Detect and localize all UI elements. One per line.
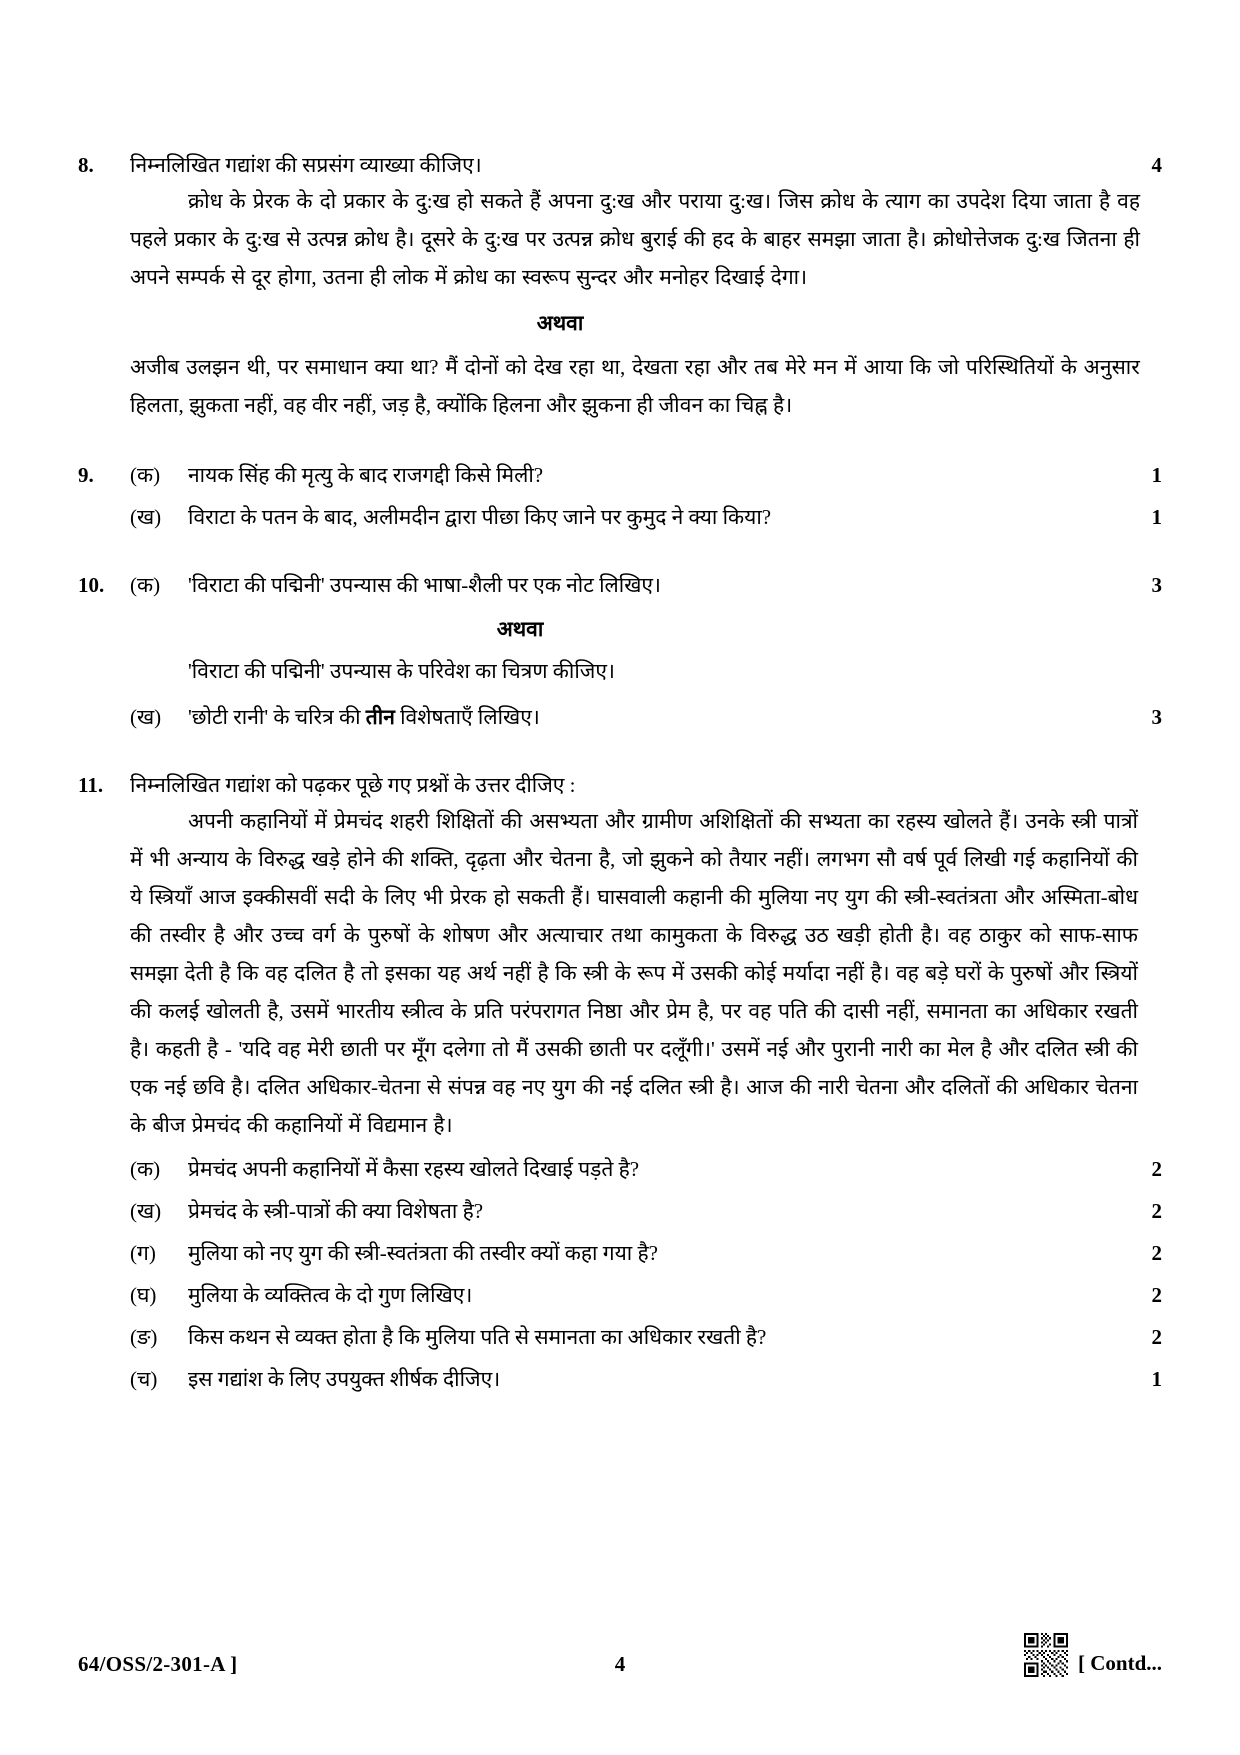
spacer bbox=[78, 1312, 1162, 1320]
question-9-part-a-text: नायक सिंह की मृत्यु के बाद राजगद्दी किसे मिली? bbox=[188, 463, 544, 487]
question-11-sub-b-marks: 2 bbox=[1151, 1199, 1162, 1223]
question-8-prompt: निम्नलिखित गद्यांश की सप्रसंग व्याख्या कीजिए। bbox=[130, 153, 482, 177]
question-10-part-b-text bbox=[188, 700, 1162, 734]
question-11-sub-c-text: मुलिया को नए युग की स्त्री-स्वतंत्रता की तस्वीर क्यों कहा गया है? bbox=[188, 1241, 658, 1265]
question-10-part-a-label: (क) bbox=[130, 573, 161, 597]
question-8-heading-row bbox=[78, 148, 1162, 182]
question-10-or-label: अथवा bbox=[496, 617, 544, 641]
question-11-sub-e-marks: 2 bbox=[1151, 1325, 1162, 1349]
spacer bbox=[78, 1228, 1162, 1236]
question-8-block bbox=[78, 148, 1162, 424]
question-8-number: 8. bbox=[78, 153, 94, 177]
spacer bbox=[78, 424, 1162, 458]
question-10-part-a-marks: 3 bbox=[1151, 573, 1162, 597]
question-10-alt-text: 'विराटा की पद्मिनी' उपन्यास के परिवेश का चित्रण कीजिए। bbox=[188, 659, 615, 683]
question-11-block bbox=[78, 768, 1162, 1396]
question-10-part-b-text-before: 'छोटी रानी' के चरित्र की bbox=[188, 705, 366, 729]
question-10-part-b-row bbox=[78, 700, 1162, 734]
spacer bbox=[78, 534, 1162, 568]
question-11-sub-a-marks: 2 bbox=[1151, 1157, 1162, 1181]
question-10-part-b-text-after: विशेषताएँ लिखिए। bbox=[394, 705, 540, 729]
question-11-heading-row bbox=[78, 768, 1162, 802]
qr-code-icon bbox=[1024, 1633, 1068, 1677]
question-11-sub-f-text: इस गद्यांश के लिए उपयुक्त शीर्षक दीजिए। bbox=[188, 1367, 501, 1391]
question-11-sub-f-label: (च) bbox=[130, 1367, 158, 1391]
question-11-sub-e-row bbox=[78, 1320, 1162, 1354]
question-11-sub-a-row bbox=[78, 1152, 1162, 1186]
page-number: 4 bbox=[614, 1652, 626, 1676]
question-10-part-a-text: 'विराटा की पद्मिनी' उपन्यास की भाषा-शैली पर एक नोट लिखिए। bbox=[188, 573, 661, 597]
spacer bbox=[78, 1270, 1162, 1278]
question-11-sub-d-text: मुलिया के व्यक्तित्व के दो गुण लिखिए। bbox=[188, 1283, 473, 1307]
question-11-sub-c-row bbox=[78, 1236, 1162, 1270]
question-11-sub-f-marks: 1 bbox=[1151, 1367, 1162, 1391]
question-10-part-b-marks: 3 bbox=[1151, 705, 1162, 729]
question-10-part-b-bold-word: तीन bbox=[365, 705, 395, 729]
question-9-block bbox=[78, 458, 1162, 534]
footer-right-group bbox=[1024, 1633, 1162, 1677]
question-10-block bbox=[78, 568, 1162, 734]
question-11-sub-c-label: (ग) bbox=[130, 1241, 156, 1265]
question-9-part-b-marks: 1 bbox=[1151, 505, 1162, 529]
spacer bbox=[78, 1354, 1162, 1362]
question-9-part-b-label: (ख) bbox=[130, 505, 162, 529]
question-9-number: 9. bbox=[78, 463, 94, 487]
question-11-sub-a-label: (क) bbox=[130, 1157, 161, 1181]
question-11-number: 11. bbox=[78, 773, 104, 797]
question-9-part-b-text: विराटा के पतन के बाद, अलीमदीन द्वारा पीछा किए जाने पर कुमुद ने क्या किया? bbox=[188, 505, 772, 529]
spacer bbox=[78, 492, 1162, 500]
question-9-part-a-marks: 1 bbox=[1151, 463, 1162, 487]
question-8-alt-passage: अजीब उलझन थी, पर समाधान क्या था? मैं दोनों को देख रहा था, देखता रहा और तब मेरे मन में आया कि जो परिस्थितियों के अनुसार हिलता, झुकता नहीं, वह वीर नहीं, जड़ है, क्योंकि हिलना और झुकना ही जीवन का चिह्न है। bbox=[130, 355, 1140, 417]
question-11-prompt: निम्नलिखित गद्यांश को पढ़कर पूछे गए प्रश्नों के उत्तर दीजिए : bbox=[130, 773, 576, 797]
spacer bbox=[78, 1186, 1162, 1194]
page-footer bbox=[78, 1633, 1162, 1677]
question-11-sub-c-marks: 2 bbox=[1151, 1241, 1162, 1265]
question-11-sub-e-label: (ङ) bbox=[130, 1325, 158, 1349]
question-8-passage: क्रोध के प्रेरक के दो प्रकार के दु:ख हो सकते हैं अपना दु:ख और पराया दु:ख। जिस क्रोध के त्याग का उपदेश दिया जाता है वह पहले प्रकार के दु:ख से उत्पन्न क्रोध है। दूसरे के दु:ख पर उत्पन्न क्रोध बुराई की हद के बाहर समझा जाता है। क्रोधोत्तेजक दु:ख जितना ही अपने सम्पर्क से दूर होगा, उतना ही लोक में क्रोध का स्वरूप सुन्दर और मनोहर दिखाई देगा। bbox=[130, 189, 1140, 289]
question-8-marks: 4 bbox=[1151, 153, 1162, 177]
question-10-part-b-label: (ख) bbox=[130, 705, 162, 729]
question-11-sub-e-text: किस कथन से व्यक्त होता है कि मुलिया पति से समानता का अधिकार रखती है? bbox=[188, 1325, 767, 1349]
question-11-sub-d-marks: 2 bbox=[1151, 1283, 1162, 1307]
paper-code: 64/OSS/2-301-A ] bbox=[78, 1652, 238, 1676]
spacer bbox=[78, 688, 1162, 700]
spacer bbox=[78, 734, 1162, 768]
question-9-part-a-row bbox=[78, 458, 1162, 492]
question-11-sub-a-text: प्रेमचंद अपनी कहानियों में कैसा रहस्य खोलते दिखाई पड़ते है? bbox=[188, 1157, 640, 1181]
question-11-sub-b-text: प्रेमचंद के स्त्री-पात्रों की क्या विशेषता है? bbox=[188, 1199, 484, 1223]
question-10-part-a-row bbox=[78, 568, 1162, 602]
question-10-number: 10. bbox=[78, 573, 105, 597]
question-11-sub-f-row bbox=[78, 1362, 1162, 1396]
question-11-sub-d-label: (घ) bbox=[130, 1283, 157, 1307]
contd-label: [ Contd... bbox=[1077, 1651, 1162, 1675]
question-11-sub-d-row bbox=[78, 1278, 1162, 1312]
spacer bbox=[78, 1144, 1162, 1152]
question-11-sub-b-label: (ख) bbox=[130, 1199, 162, 1223]
question-11-sub-b-row bbox=[78, 1194, 1162, 1228]
question-9-part-a-label: (क) bbox=[130, 463, 161, 487]
question-11-passage: अपनी कहानियों में प्रेमचंद शहरी शिक्षितों की असभ्यता और ग्रामीण अशिक्षितों की सभ्यता का रहस्य खोलते हैं। उनके स्त्री पात्रों में भी अन्याय के विरुद्ध खड़े होने की शक्ति, दृढ़ता और चेतना है, जो झुकने को तैयार नहीं। लगभग सौ वर्ष पूर्व लिखी गई कहानियों की ये स्त्रियाँ आज इक्कीसवीं सदी के लिए भी प्रेरक हो सकती हैं। घासवाली कहानी की मुलिया नए युग की स्त्री-स्वतंत्रता और अस्मिता-बोध की तस्वीर है और उच्च वर्ग के पुरुषों के शोषण और अत्याचार तथा कामुकता के विरुद्ध उठ खड़ी होती है। वह ठाकुर को साफ-साफ समझा देती है कि वह दलित है तो इसका यह अर्थ नहीं है कि स्त्री के रूप में उसकी कोई मर्यादा नहीं है। वह बड़े घरों के पुरुषों और स्त्रियों की कलई खोलती है, उसमें भारतीय स्त्रीत्व के प्रति परंपरागत निष्ठा और प्रेम है, पर वह पति की दासी नहीं, समानता का अधिकार रखती है। कहती है - 'यदि वह मेरी छाती पर मूँग दलेगा तो मैं उसकी छाती पर दलूँगी।' उसमें नई और पुरानी नारी का मेल है और दलित स्त्री की एक नई छवि है। दलित अधिकार-चेतना से संपन्न वह नए युग की नई दलित स्त्री है। आज की नारी चेतना और दलितों की अधिकार चेतना के बीज प्रेमचंद की कहानियों में विद्यमान है। bbox=[130, 809, 1138, 1137]
question-8-or-label: अथवा bbox=[536, 311, 584, 335]
question-9-part-b-row bbox=[78, 500, 1162, 534]
